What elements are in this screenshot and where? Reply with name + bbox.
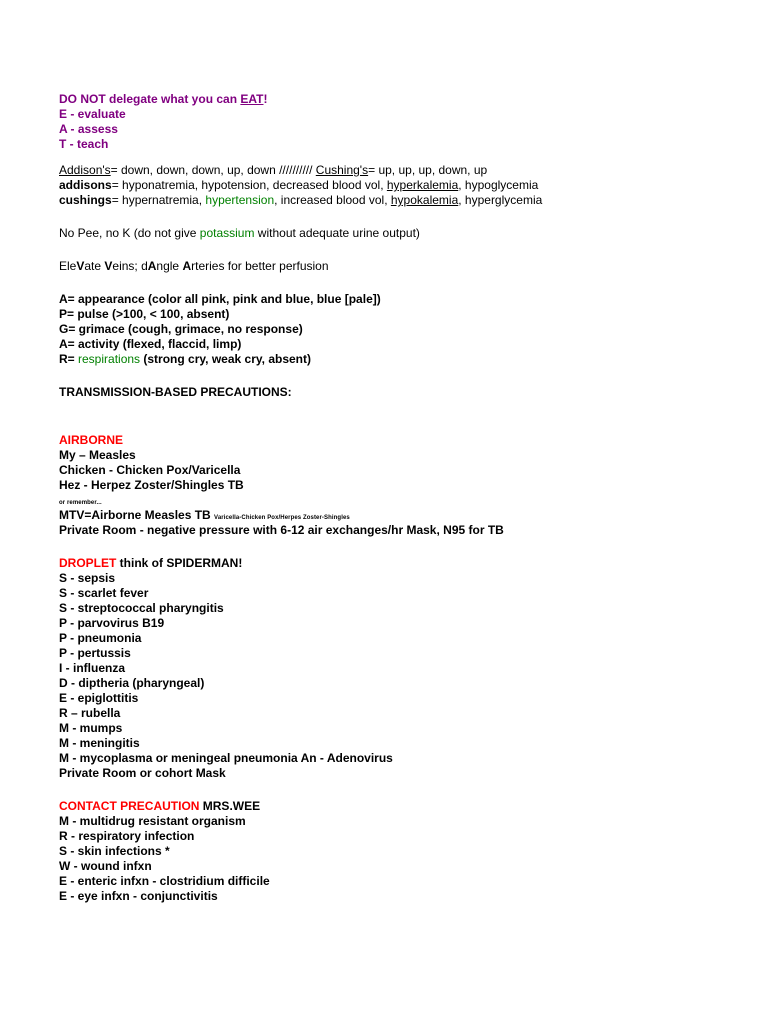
contact-item: W - wound infxn [59, 859, 152, 873]
contact-item: M - multidrug resistant organism [59, 814, 246, 828]
no-pee-text: No Pee, no K (do not give [59, 226, 200, 240]
hypokalemia-text: hypokalemia [390, 193, 459, 207]
respirations-text: respirations [78, 352, 141, 366]
airborne-room: Private Room - negative pressure with 6-12 air exchanges/hr Mask, N95 for TB [59, 523, 504, 537]
mtv-small-note: Varicella-Chicken Pox/Herpes Zoster-Shingles [214, 515, 350, 521]
or-remember-note: or remember... [59, 500, 102, 506]
droplet-title-line [59, 556, 749, 571]
droplet-item: E - epiglottitis [59, 691, 139, 705]
cushings-line [59, 193, 749, 208]
apgar-r-label: R= [59, 352, 79, 366]
addisons-text: = hyponatremia, hypotension, decreased blood vol, [111, 178, 387, 192]
eat-teach: T - teach [59, 137, 109, 151]
elevate-veins-line [59, 259, 749, 274]
eat-heading-text: DO NOT delegate what you can [59, 92, 241, 106]
droplet-item: P - pneumonia [59, 631, 142, 645]
mtv-line [59, 508, 749, 523]
no-pee-no-k [59, 226, 749, 241]
airborne-item: Chicken - Chicken Pox/Varicella [59, 463, 241, 477]
droplet-item: M - mycoplasma or meningeal pneumonia An - Adenovirus [59, 751, 393, 765]
droplet-item: P - pertussis [59, 646, 131, 660]
potassium-text: potassium [199, 226, 255, 240]
apgar-appearance: A= appearance (color all pink, pink and blue, blue [pale]) [59, 292, 381, 306]
droplet-item: S - sepsis [59, 571, 116, 585]
addisons-text-end: , hypoglycemia [458, 178, 539, 192]
eat-heading [59, 92, 749, 107]
droplet-item: R – rubella [59, 706, 121, 720]
hypertension-text: hypertension [205, 193, 275, 207]
elevate-part: rteries for better perfusion [191, 259, 329, 273]
droplet-title: DROPLET [59, 556, 117, 570]
addison-summary-text: = down, down, down, up, down ////////// [110, 163, 316, 177]
eat-assess: A - assess [59, 122, 118, 136]
droplet-item: M - mumps [59, 721, 123, 735]
apgar-grimace: G= grimace (cough, grimace, no response) [59, 322, 303, 336]
dangle-bold-a: A [147, 259, 157, 273]
droplet-item: S - streptococcal pharyngitis [59, 601, 224, 615]
cushings-text: = hypernatremia, [111, 193, 206, 207]
document-page [59, 92, 749, 904]
contact-item: E - eye infxn - conjunctivitis [59, 889, 218, 903]
cushing-summary-text: = up, up, up, down, up [368, 163, 488, 177]
droplet-title-rest: think of SPIDERMAN! [116, 556, 243, 570]
arteries-bold-a: A [182, 259, 192, 273]
contact-title-rest: MRS.WEE [199, 799, 261, 813]
hyperkalemia-text: hyperkalemia [386, 178, 459, 192]
contact-title-line [59, 799, 749, 814]
elevate-bold-v: V [76, 259, 85, 273]
addisons-line [59, 178, 749, 193]
addison-cushing-summary [59, 163, 749, 178]
droplet-item: S - scarlet fever [59, 586, 149, 600]
apgar-respirations [59, 352, 749, 367]
mtv-text: MTV=Airborne Measles TB [59, 508, 215, 522]
cushings-label-underlined: Cushing's [315, 163, 369, 177]
droplet-room: Private Room or cohort Mask [59, 766, 226, 780]
apgar-activity: A= activity (flexed, flaccid, limp) [59, 337, 242, 351]
elevate-part: Ele [59, 259, 77, 273]
cushings-text-mid: , increased blood vol, [274, 193, 391, 207]
cushings-label: cushings [59, 193, 112, 207]
addisons-label: addisons [59, 178, 112, 192]
droplet-item: P - parvovirus B19 [59, 616, 165, 630]
droplet-item: M - meningitis [59, 736, 140, 750]
elevate-part: eins; d [112, 259, 148, 273]
cushings-text-end: , hyperglycemia [458, 193, 543, 207]
airborne-item: Hez - Herpez Zoster/Shingles TB [59, 478, 244, 492]
veins-bold-v: V [104, 259, 113, 273]
droplet-item: D - diptheria (pharyngeal) [59, 676, 205, 690]
apgar-pulse: P= pulse (>100, < 100, absent) [59, 307, 230, 321]
contact-item: S - skin infections * [59, 844, 170, 858]
contact-item: E - enteric infxn - clostridium difficile [59, 874, 270, 888]
elevate-part: ngle [156, 259, 183, 273]
no-pee-text-end: without adequate urine output) [254, 226, 420, 240]
apgar-r-rest: (strong cry, weak cry, absent) [140, 352, 311, 366]
addisons-label-underlined: Addison's [59, 163, 111, 177]
eat-evaluate: E - evaluate [59, 107, 126, 121]
airborne-item: My – Measles [59, 448, 136, 462]
airborne-title: AIRBORNE [59, 433, 124, 447]
contact-title: CONTACT PRECAUTION [59, 799, 200, 813]
contact-item: R - respiratory infection [59, 829, 195, 843]
eat-exclaim: ! [263, 92, 268, 106]
droplet-item: I - influenza [59, 661, 125, 675]
elevate-part: ate [84, 259, 105, 273]
eat-word: EAT [240, 92, 264, 106]
transmission-heading: TRANSMISSION-BASED PRECAUTIONS: [59, 385, 292, 399]
